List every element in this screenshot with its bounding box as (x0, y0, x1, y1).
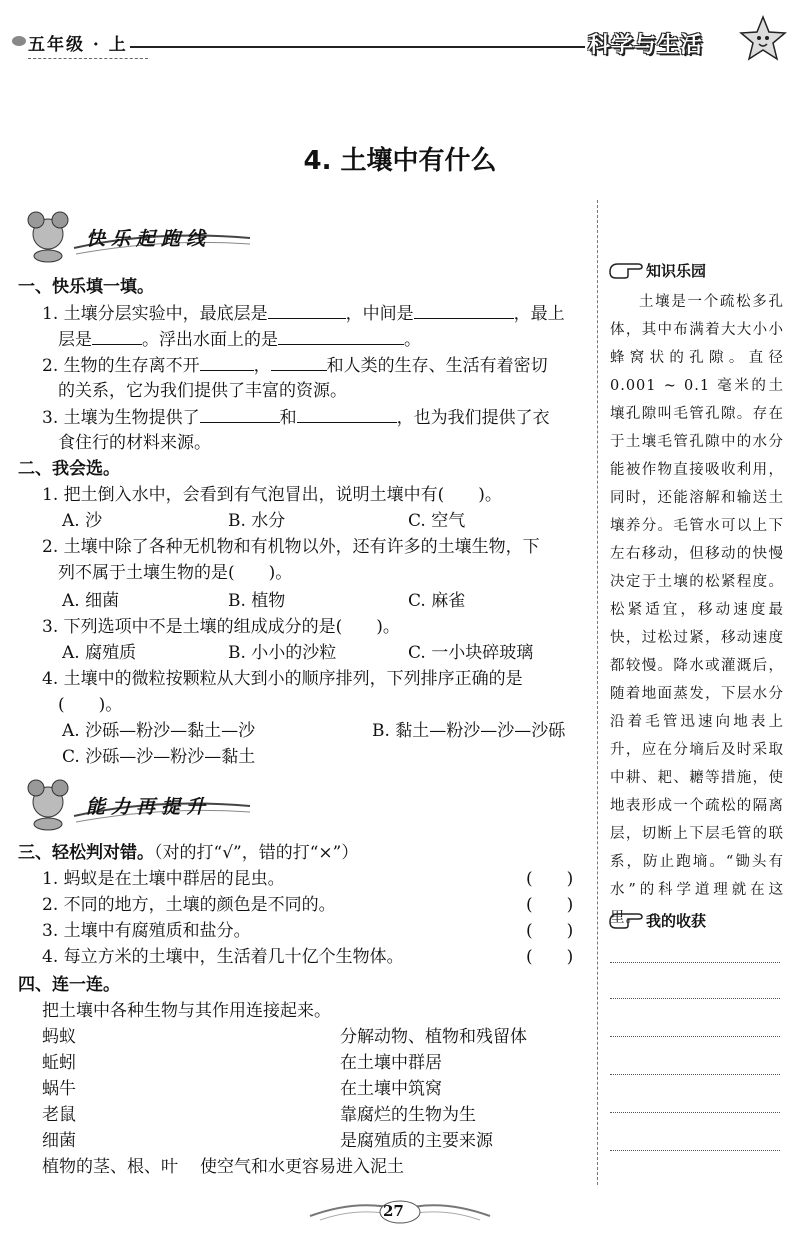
banner-1-title: 快乐起跑线 (86, 228, 212, 250)
answer-paren[interactable]: ( ) (526, 947, 574, 967)
match-left-item[interactable]: 老鼠 (42, 1105, 76, 1125)
blank[interactable] (200, 352, 254, 371)
match-right-item[interactable]: 在土壤中群居 (340, 1053, 442, 1073)
part2-q2-stem2: 列不属于土壤生物的是( )。 (58, 563, 293, 583)
harvest-title: 我的收获 (646, 912, 707, 930)
part1-q1-line2: 层是 。浮出水面上的是 。 (58, 326, 421, 353)
part3-item-4: 4. 每立方米的土壤中，生活着几十亿个生物体。 (42, 947, 404, 967)
notes-line[interactable] (610, 1150, 780, 1151)
blank[interactable] (414, 300, 514, 319)
knowledge-text: 土壤是一个疏松多孔体，其中布满着大大小小蜂窝状的孔隙。直径 0.001 ~ 0.1 毫米的土壤孔隙叫毛管孔隙。存在于土壤毛管孔隙中的水分能被作物直接吸收利用，同时，还能溶解和输送土壤养分。毛管水可以上下左右移动，但移动的快慢决定于土壤的松紧程度。松紧适宜，移动速度最快，过松过紧，移动速度都较慢。降水或灌溉后，随着地面蒸发，下层水分沿着毛管迅速向地表上升，应在分墒后及时采取中耕、耙、耱等措施，使地表形成一个疏松的隔离层，切断上下层毛管的联系，防止跑墒。“锄头有水”的科学道理就在这里。 (610, 294, 784, 926)
header-rule (130, 46, 585, 48)
blank[interactable] (278, 326, 404, 345)
part2-q3-stem: 3. 下列选项中不是土壤的组成成分的是( )。 (42, 617, 400, 637)
part2-q3-option-a[interactable]: A. 腐殖质 (62, 643, 137, 663)
part1-q1-line1: 1. 土壤分层实验中，最底层是 ，中间是 ，最上 (42, 300, 565, 327)
match-left-item[interactable]: 蚂蚁 (42, 1027, 76, 1047)
match-right-item[interactable]: 在土壤中筑窝 (340, 1079, 442, 1099)
page-number: 27 (383, 1202, 404, 1220)
sidebar-divider (597, 200, 598, 1185)
star-mascot-icon (738, 14, 788, 64)
notes-line[interactable] (610, 998, 780, 999)
header-dashed-rule (28, 58, 148, 59)
match-left-item[interactable]: 细菌 (42, 1131, 76, 1151)
part1-heading: 一、快乐填一填。 (18, 277, 154, 297)
notes-line[interactable] (610, 1036, 780, 1037)
part1-q2-line1: 2. 生物的生存离不开 ， 和人类的生存、生活有着密切 (42, 352, 548, 379)
header-ornament (12, 36, 26, 46)
part3-item-3: 3. 土壤中有腐殖质和盐分。 (42, 921, 251, 941)
notes-line[interactable] (610, 962, 780, 963)
part2-q1-option-a[interactable]: A. 沙 (62, 511, 103, 531)
part2-q3-option-b[interactable]: B. 小小的沙粒 (228, 643, 337, 663)
part2-q1-option-b[interactable]: B. 水分 (228, 511, 286, 531)
part2-q2-option-b[interactable]: B. 植物 (228, 591, 286, 611)
part2-q2-option-c[interactable]: C. 麻雀 (408, 591, 466, 611)
match-right-item[interactable]: 使空气和水更容易进入泥土 (200, 1157, 404, 1177)
blank[interactable] (271, 352, 327, 371)
banner-2-title: 能力再提升 (86, 796, 212, 818)
part2-heading: 二、我会选。 (18, 459, 120, 479)
answer-paren[interactable]: ( ) (526, 869, 574, 889)
match-right-item[interactable]: 是腐殖质的主要来源 (340, 1131, 493, 1151)
part4-instruction: 把土壤中各种生物与其作用连接起来。 (42, 1001, 331, 1021)
part2-q2-option-a[interactable]: A. 细菌 (62, 591, 120, 611)
part2-q3-option-c[interactable]: C. 一小块碎玻璃 (408, 643, 534, 663)
part3-item-1: 1. 蚂蚁是在土壤中群居的昆虫。 (42, 869, 285, 889)
part2-q4-option-a[interactable]: A. 沙砾—粉沙—黏土—沙 (62, 721, 256, 741)
notes-line[interactable] (610, 1074, 780, 1075)
part2-q4-stem2: ( )。 (58, 695, 123, 715)
blank[interactable] (92, 326, 142, 345)
part3-heading-line: 三、轻松判对错。（对的打“√”，错的打“×”） (18, 843, 359, 863)
blank[interactable] (268, 300, 346, 319)
notes-line[interactable] (610, 1112, 780, 1113)
blank[interactable] (200, 404, 280, 423)
part2-q2-stem1: 2. 土壤中除了各种无机物和有机物以外，还有许多的土壤生物，下 (42, 537, 540, 557)
knowledge-title: 知识乐园 (646, 262, 707, 280)
match-left-item[interactable]: 蚯蚓 (42, 1053, 76, 1073)
part1-q3-line2: 食住行的材料来源。 (58, 433, 211, 453)
part3-item-2: 2. 不同的地方，土壤的颜色是不同的。 (42, 895, 336, 915)
part1-q2-line2: 的关系，它为我们提供了丰富的资源。 (58, 381, 347, 401)
match-right-item[interactable]: 靠腐烂的生物为生 (340, 1105, 476, 1125)
pointing-hand-icon (608, 258, 644, 280)
part1-q3-line1: 3. 土壤为生物提供了 和 ，也为我们提供了衣 (42, 404, 550, 431)
answer-paren[interactable]: ( ) (526, 895, 574, 915)
header-grade: 五年级 · 上 (28, 35, 128, 55)
part2-q1-option-c[interactable]: C. 空气 (408, 511, 466, 531)
match-left-item[interactable]: 植物的茎、根、叶 (42, 1157, 178, 1177)
match-left-item[interactable]: 蜗牛 (42, 1079, 76, 1099)
header-brand: 科学与生活 (588, 33, 704, 58)
blank[interactable] (297, 404, 397, 423)
match-right-item[interactable]: 分解动物、植物和残留体 (340, 1027, 527, 1047)
part4-heading: 四、连一连。 (18, 975, 120, 995)
part2-q4-option-c[interactable]: C. 沙砾—沙—粉沙—黏土 (62, 747, 256, 767)
answer-paren[interactable]: ( ) (526, 921, 574, 941)
part2-q4-stem1: 4. 土壤中的微粒按颗粒从大到小的顺序排列，下列排序正确的是 (42, 669, 523, 689)
part2-q4-option-b[interactable]: B. 黏土—粉沙—沙—沙砾 (372, 721, 566, 741)
part2-q1-stem: 1. 把土倒入水中，会看到有气泡冒出，说明土壤中有( )。 (42, 485, 502, 505)
pointing-hand-icon (608, 908, 644, 930)
page-title: 4. 土壤中有什么 (303, 146, 497, 176)
